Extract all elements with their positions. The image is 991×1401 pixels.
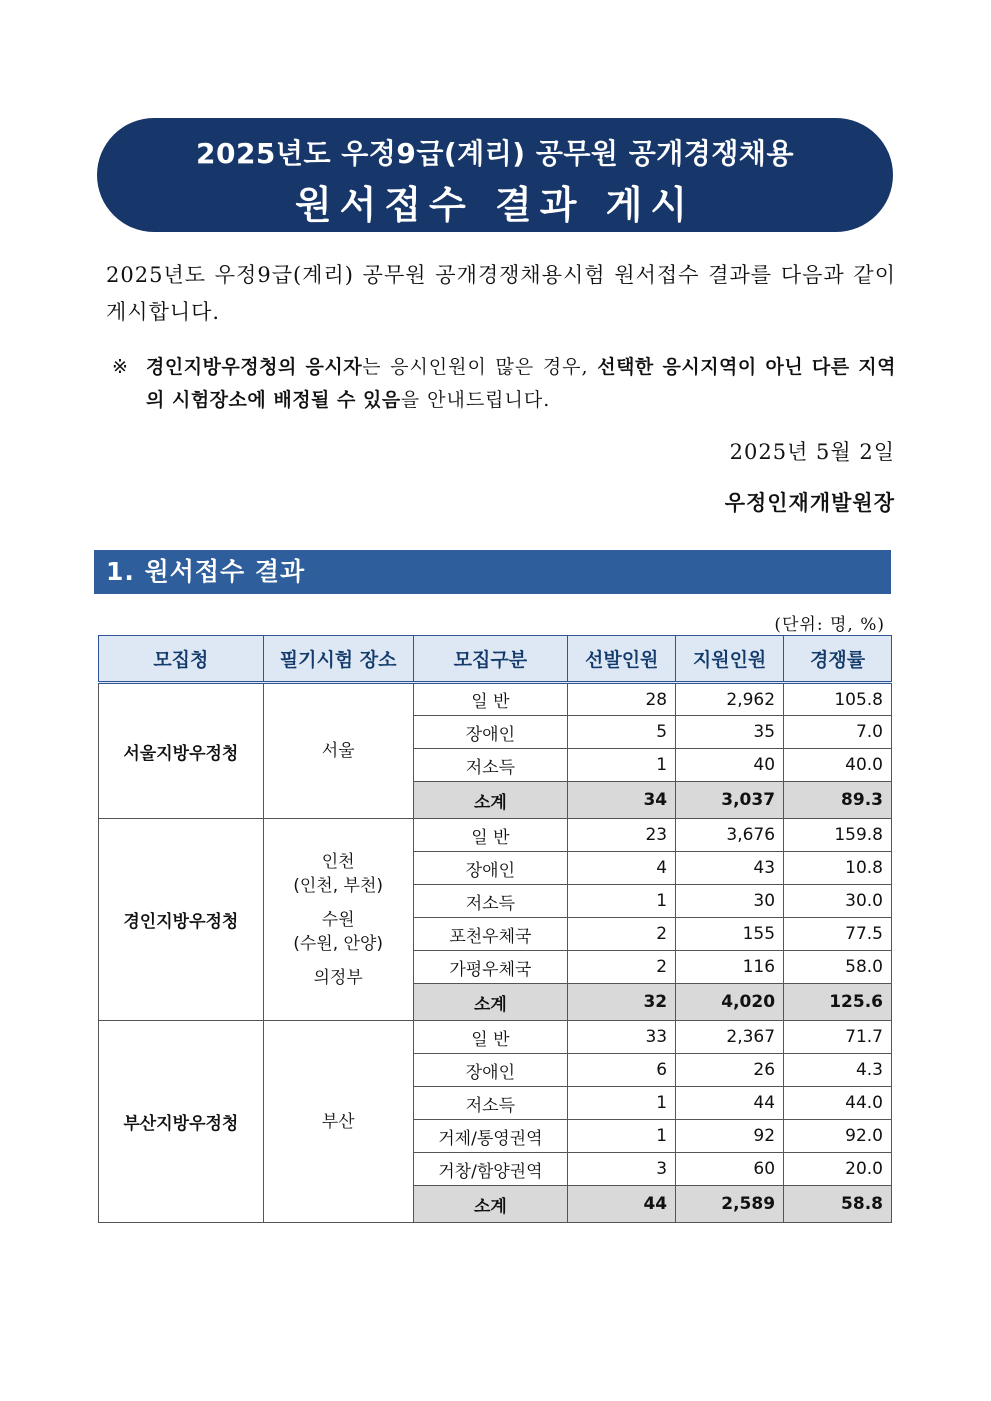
category-cell: 거제/통영권역 <box>413 1120 568 1153</box>
subtotal-applicants: 3,037 <box>676 782 784 819</box>
rate-cell: 10.8 <box>784 852 892 885</box>
selected-cell: 33 <box>568 1021 676 1054</box>
category-cell: 저소득 <box>413 749 568 782</box>
results-table <box>98 635 892 1223</box>
place-line: 부산 <box>321 1111 355 1132</box>
applicants-cell: 2,962 <box>676 683 784 716</box>
org-cell: 경인지방우정청 <box>99 819 264 1021</box>
group-gyeongin <box>99 819 892 1021</box>
place-line: 인천 <box>321 851 355 872</box>
subtotal-applicants: 2,589 <box>676 1186 784 1223</box>
selected-cell: 3 <box>568 1153 676 1186</box>
rate-cell: 7.0 <box>784 716 892 749</box>
subtotal-rate: 89.3 <box>784 782 892 819</box>
applicants-cell: 2,367 <box>676 1021 784 1054</box>
category-cell: 저소득 <box>413 885 568 918</box>
place-line: (인천, 부천) <box>293 875 383 896</box>
applicants-cell: 155 <box>676 918 784 951</box>
applicants-cell: 43 <box>676 852 784 885</box>
org-cell: 서울지방우정청 <box>99 683 264 819</box>
notice-text-1: 는 응시인원이 많은 경우, <box>362 356 598 378</box>
selected-cell: 4 <box>568 852 676 885</box>
rate-cell: 58.0 <box>784 951 892 984</box>
place-cell <box>263 1021 413 1223</box>
table-row <box>99 819 892 852</box>
unit-note: (단위: 명, %) <box>774 615 885 635</box>
subtotal-label: 소계 <box>413 1186 568 1223</box>
rate-cell: 30.0 <box>784 885 892 918</box>
applicants-cell: 26 <box>676 1054 784 1087</box>
header-cell: 필기시험 장소 <box>263 636 413 683</box>
category-cell: 저소득 <box>413 1087 568 1120</box>
rate-cell: 105.8 <box>784 683 892 716</box>
table-header-row <box>99 636 892 683</box>
category-cell: 장애인 <box>413 852 568 885</box>
header-cell: 경쟁률 <box>784 636 892 683</box>
applicants-cell: 40 <box>676 749 784 782</box>
banner-title-line1: 2025년도 우정9급(계리) 공무원 공개경쟁채용 <box>195 137 795 170</box>
section-title: 1. 원서접수 결과 <box>94 550 891 594</box>
applicants-cell: 30 <box>676 885 784 918</box>
place-cell <box>263 683 413 819</box>
category-cell: 일 반 <box>413 683 568 716</box>
group-busan <box>99 1021 892 1223</box>
place-line: 수원 <box>321 909 355 930</box>
selected-cell: 1 <box>568 885 676 918</box>
applicants-cell: 116 <box>676 951 784 984</box>
rate-cell: 92.0 <box>784 1120 892 1153</box>
subtotal-label: 소계 <box>413 782 568 819</box>
title-banner <box>97 118 893 232</box>
selected-cell: 28 <box>568 683 676 716</box>
header-cell: 모집구분 <box>413 636 568 683</box>
selected-cell: 2 <box>568 918 676 951</box>
table-row <box>99 1021 892 1054</box>
rate-cell: 4.3 <box>784 1054 892 1087</box>
subtotal-applicants: 4,020 <box>676 984 784 1021</box>
place-line: (수원, 안양) <box>293 933 383 954</box>
subtotal-label: 소계 <box>413 984 568 1021</box>
reference-mark: ※ <box>112 356 128 378</box>
applicants-cell: 92 <box>676 1120 784 1153</box>
applicants-cell: 3,676 <box>676 819 784 852</box>
category-cell: 가평우체국 <box>413 951 568 984</box>
notice-text <box>146 351 896 417</box>
selected-cell: 1 <box>568 749 676 782</box>
header-cell: 모집청 <box>99 636 264 683</box>
table-row <box>99 683 892 716</box>
notice-bold-1: 경인지방우정청의 응시자 <box>146 356 363 378</box>
notice-text-2: 을 안내드립니다. <box>400 389 551 411</box>
rate-cell: 159.8 <box>784 819 892 852</box>
notice-date: 2025년 5월 2일 <box>729 440 895 464</box>
group-seoul <box>99 683 892 819</box>
subtotal-rate: 58.8 <box>784 1186 892 1223</box>
category-cell: 포천우체국 <box>413 918 568 951</box>
notice <box>112 351 896 417</box>
place-line: 의정부 <box>313 967 363 988</box>
applicants-cell: 44 <box>676 1087 784 1120</box>
category-cell: 장애인 <box>413 1054 568 1087</box>
notice-bold-2: 선택한 응시지역이 아닌 다른 지역의 시험장소에 배정될 수 있음 <box>146 356 896 411</box>
selected-cell: 23 <box>568 819 676 852</box>
rate-cell: 20.0 <box>784 1153 892 1186</box>
selected-cell: 6 <box>568 1054 676 1087</box>
selected-cell: 1 <box>568 1120 676 1153</box>
category-cell: 일 반 <box>413 1021 568 1054</box>
applicants-cell: 35 <box>676 716 784 749</box>
subtotal-selected: 32 <box>568 984 676 1021</box>
rate-cell: 71.7 <box>784 1021 892 1054</box>
category-cell: 일 반 <box>413 819 568 852</box>
selected-cell: 1 <box>568 1087 676 1120</box>
place-line: 서울 <box>321 741 355 761</box>
header-cell: 지원인원 <box>676 636 784 683</box>
rate-cell: 77.5 <box>784 918 892 951</box>
rate-cell: 44.0 <box>784 1087 892 1120</box>
issuer: 우정인재개발원장 <box>724 491 895 515</box>
place-cell <box>263 819 413 1021</box>
subtotal-rate: 125.6 <box>784 984 892 1021</box>
subtotal-selected: 34 <box>568 782 676 819</box>
header-cell: 선발인원 <box>568 636 676 683</box>
selected-cell: 5 <box>568 716 676 749</box>
banner-title-line2: 원서접수 결과 게시 <box>294 183 696 227</box>
subtotal-selected: 44 <box>568 1186 676 1223</box>
applicants-cell: 60 <box>676 1153 784 1186</box>
category-cell: 장애인 <box>413 716 568 749</box>
selected-cell: 2 <box>568 951 676 984</box>
rate-cell: 40.0 <box>784 749 892 782</box>
org-cell: 부산지방우정청 <box>99 1021 264 1223</box>
category-cell: 거창/함양권역 <box>413 1153 568 1186</box>
intro-paragraph: 2025년도 우정9급(계리) 공무원 공개경쟁채용시험 원서접수 결과를 다음과 같이 게시합니다. <box>106 263 896 324</box>
